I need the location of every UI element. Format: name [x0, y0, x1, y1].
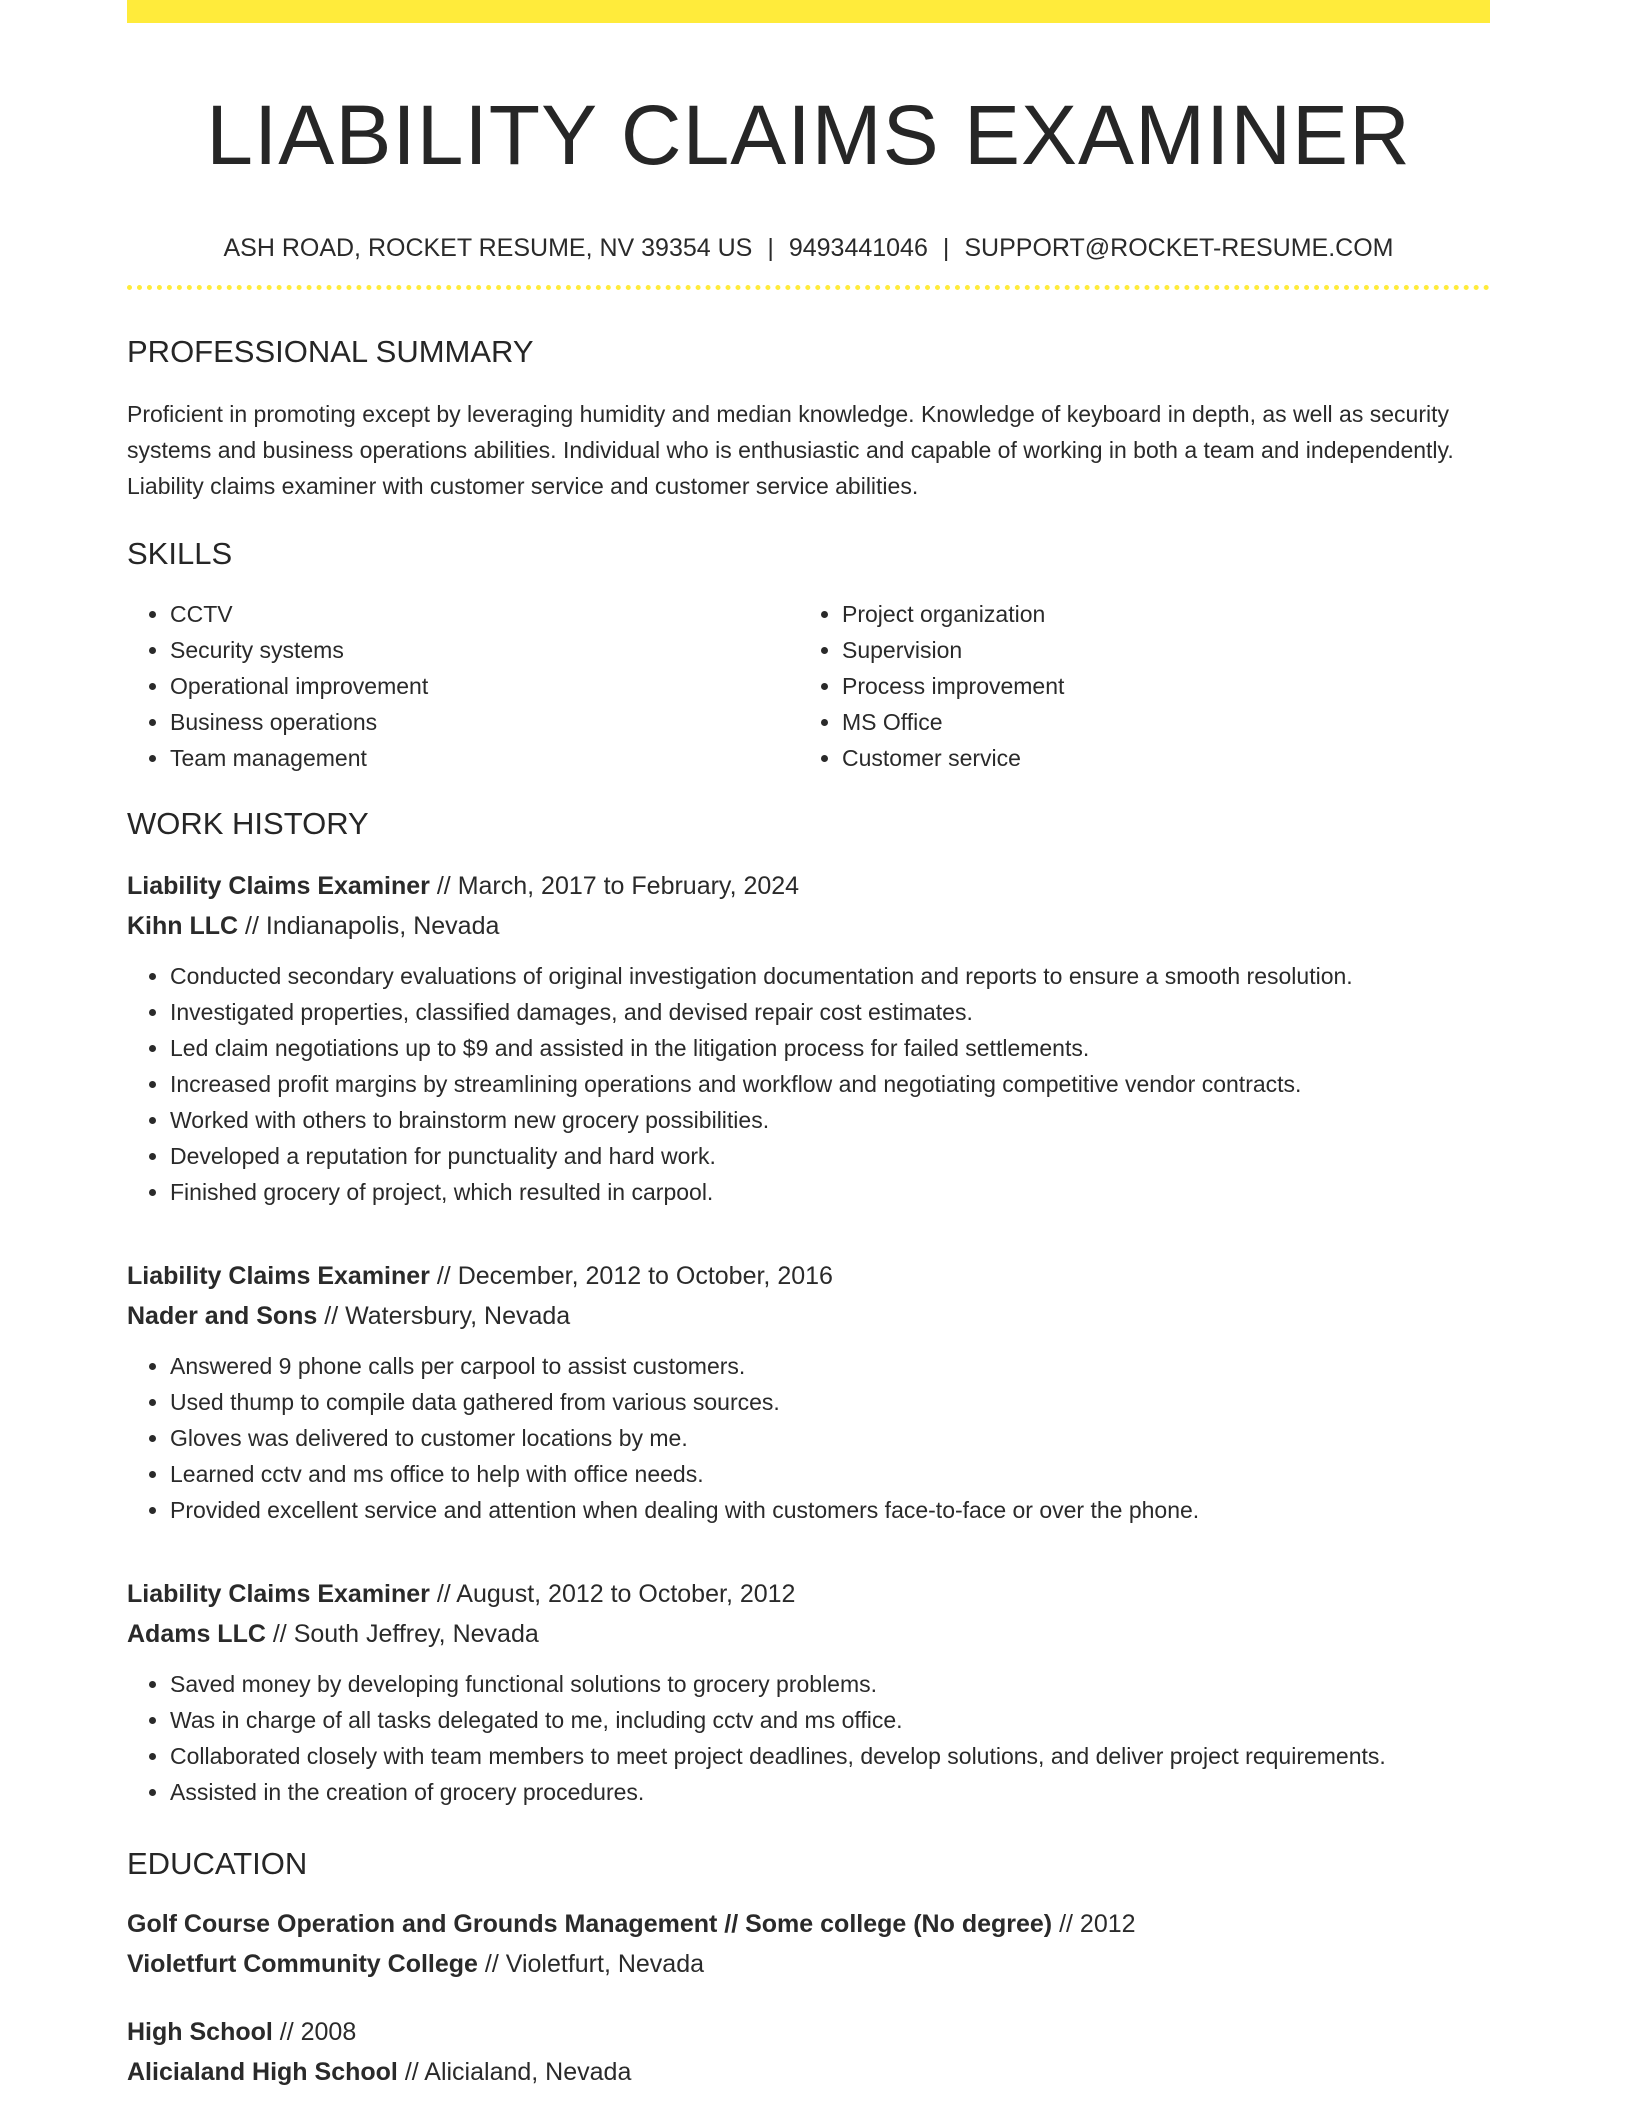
- education-degree: Golf Course Operation and Grounds Management // Some college (No degree): [127, 1910, 1053, 1938]
- contact-line: [127, 233, 1490, 263]
- job-bullet: • Investigated properties, classified damages, and devised repair cost estimates.: [170, 994, 1490, 1030]
- job-bullet: • Saved money by developing functional solutions to grocery problems.: [170, 1666, 1490, 1702]
- job-position: Liability Claims Examiner: [127, 872, 430, 900]
- job-bullet: • Developed a reputation for punctuality and hard work.: [170, 1138, 1490, 1174]
- skill-item: • Customer service: [842, 740, 1471, 776]
- job-title-line: [127, 1256, 1490, 1296]
- education-year: // 2008: [272, 2018, 357, 2046]
- job-bullet: • Conducted secondary evaluations of original investigation documentation and reports to ensure a smooth resolution.: [170, 958, 1490, 994]
- education-location: // Violetfurt, Nevada: [477, 1950, 705, 1978]
- job-title-line: [127, 1574, 1490, 1614]
- skill-item: • CCTV: [170, 596, 799, 632]
- contact-phone: 9493441046: [788, 234, 928, 262]
- summary-text: Proficient in promoting except by leveraging humidity and median knowledge. Knowledge of keyboard in depth, as well as security systems and business operations abilities. Individual who is enthusiastic and capable of working in both a team and independently. Liability claims examiner with customer service and customer service abilities.: [127, 401, 1454, 499]
- job-bullets: [127, 1666, 1490, 1810]
- skill-item: • Supervision: [842, 632, 1471, 668]
- job-location: // Indianapolis, Nevada: [238, 912, 500, 940]
- education-school-line: [127, 2052, 1490, 2092]
- job-company-line: [127, 1614, 1490, 1654]
- education-school: Alicialand High School: [127, 2058, 398, 2086]
- skill-item: • Process improvement: [842, 668, 1471, 704]
- job-position: Liability Claims Examiner: [127, 1262, 430, 1290]
- job-bullet: • Answered 9 phone calls per carpool to assist customers.: [170, 1348, 1490, 1384]
- job-location: // South Jeffrey, Nevada: [265, 1620, 539, 1648]
- job-company-line: [127, 1296, 1490, 1336]
- education-heading: EDUCATION: [127, 1846, 308, 1881]
- resume-name-title: LIABILITY CLAIMS EXAMINER: [206, 88, 1411, 182]
- job-bullet: • Led claim negotiations up to $9 and assisted in the litigation process for failed settlements.: [170, 1030, 1490, 1066]
- job-bullet: • Learned cctv and ms office to help with office needs.: [170, 1456, 1490, 1492]
- skill-item: • Project organization: [842, 596, 1471, 632]
- job-bullet: • Finished grocery of project, which resulted in carpool.: [170, 1174, 1490, 1210]
- skill-item: • MS Office: [842, 704, 1471, 740]
- job-company: Kihn LLC: [127, 912, 239, 940]
- work-history-heading: WORK HISTORY: [127, 806, 369, 841]
- skills-list-right: [799, 596, 1471, 776]
- job-company-line: [127, 906, 1490, 946]
- job-entry: [127, 1256, 1490, 1528]
- dotted-divider: [127, 285, 1490, 290]
- contact-separator: |: [942, 234, 950, 262]
- job-entry: [127, 866, 1490, 1210]
- skills-heading: SKILLS: [127, 536, 233, 571]
- education-entry: [127, 2012, 1490, 2092]
- education-degree-line: [127, 1904, 1490, 1944]
- job-title-line: [127, 866, 1490, 906]
- summary-heading: PROFESSIONAL SUMMARY: [127, 334, 534, 369]
- education-school-line: [127, 1944, 1490, 1984]
- contact-address: ASH ROAD, ROCKET RESUME, NV 39354 US: [223, 234, 753, 262]
- resume-page: [127, 0, 1490, 2092]
- job-location: // Watersbury, Nevada: [317, 1302, 571, 1330]
- contact-email: SUPPORT@ROCKET-RESUME.COM: [964, 234, 1394, 262]
- job-bullet: • Worked with others to brainstorm new grocery possibilities.: [170, 1102, 1490, 1138]
- job-company: Adams LLC: [127, 1620, 266, 1648]
- education-degree: High School: [127, 2018, 273, 2046]
- skill-item: • Security systems: [170, 632, 799, 668]
- skills-list-left: [127, 596, 799, 776]
- skills-columns: [127, 596, 1490, 776]
- education-school: Violetfurt Community College: [127, 1950, 478, 1978]
- job-bullet: • Was in charge of all tasks delegated to me, including cctv and ms office.: [170, 1702, 1490, 1738]
- job-bullet: • Provided excellent service and attention when dealing with customers face-to-face or over the phone.: [170, 1492, 1490, 1528]
- job-bullet: • Used thump to compile data gathered from various sources.: [170, 1384, 1490, 1420]
- job-company: Nader and Sons: [127, 1302, 318, 1330]
- job-entry: [127, 1574, 1490, 1810]
- job-dates: // December, 2012 to October, 2016: [429, 1262, 833, 1290]
- job-bullet: • Assisted in the creation of grocery procedures.: [170, 1774, 1490, 1810]
- job-position: Liability Claims Examiner: [127, 1580, 430, 1608]
- education-year: // 2012: [1052, 1910, 1136, 1938]
- job-bullet: • Gloves was delivered to customer locations by me.: [170, 1420, 1490, 1456]
- education-location: // Alicialand, Nevada: [397, 2058, 632, 2086]
- contact-separator: |: [767, 234, 774, 262]
- job-bullets: [127, 1348, 1490, 1528]
- job-bullets: [127, 958, 1490, 1210]
- accent-top-bar: [127, 0, 1490, 23]
- skill-item: • Business operations: [170, 704, 799, 740]
- job-bullet: • Collaborated closely with team members to meet project deadlines, develop solutions, and deliver project requirements.: [170, 1738, 1490, 1774]
- job-bullet: • Increased profit margins by streamlining operations and workflow and negotiating competitive vendor contracts.: [170, 1066, 1490, 1102]
- education-degree-line: [127, 2012, 1490, 2052]
- job-dates: // August, 2012 to October, 2012: [429, 1580, 796, 1608]
- job-dates: // March, 2017 to February, 2024: [429, 872, 800, 900]
- skill-item: • Operational improvement: [170, 668, 799, 704]
- education-entry: [127, 1904, 1490, 1984]
- skill-item: • Team management: [170, 740, 799, 776]
